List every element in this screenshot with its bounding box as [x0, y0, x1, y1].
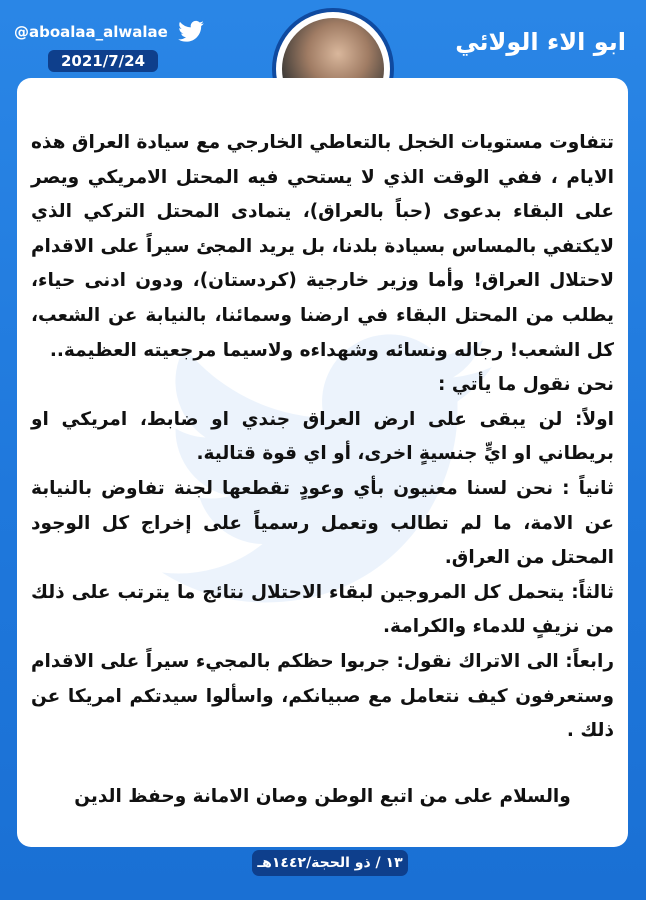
- paragraph-fourth: رابعاً: الى الاتراك نقول: جربوا حظكم بالمجيء سيراً على الاقدام وستعرفون كيف نتعامل مع صبيانكم، واسألوا سيدتكم امريكا عن ذلك .: [31, 650, 614, 742]
- paragraph-third: ثالثاً: يتحمل كل المروجين لبقاء الاحتلال نتائج ما يترتب على ذلك من نزيفٍ للدماء والكرامة.: [31, 581, 614, 638]
- paragraph-second: ثانياً : نحن لسنا معنيون بأي وعودٍ تقطعها لجنة تفاوض بالنيابة عن الامة، ما لم تطالب وتعمل رسمياً على إخراج كل الوجود المحتل من العراق.: [31, 477, 614, 569]
- signature: والسلام على من اتبع الوطن وصان الامانة وحفظ الدين: [74, 786, 571, 807]
- post-card: [17, 78, 628, 847]
- paragraph-intro: تتفاوت مستويات الخجل بالتعاطي الخارجي مع سيادة العراق هذه الايام ، ففي الوقت الذي لا يستحي فيه المحتل الامريكي ويصر على البقاء بدعوى (حباً بالعراق)، يتمادى المحتل التركي الذي لايكتفي بالمساس بسيادة بلدنا، بل يريد المجئ سيراً على الاقدام لاحتلال العراق! وأما وزير خارجية (كردستان)، ودون ادنى حياء، يطلب من المحتل البقاء في ارضنا وسمائنا، بالنيابة عن الشعب، كل الشعب! رجاله ونسائه وشهداءه ولاسيما مرجعيته العظيمة..: [31, 132, 614, 361]
- author-name[interactable]: ابو الاء الولائي: [455, 28, 626, 56]
- paragraph-first: اولاً: لن يبقى على ارض العراق جندي او ضابط، امريكي او بريطاني او ايٍّ جنسيةٍ اخرى، أو اي قوة قتالية.: [31, 408, 614, 465]
- author-handle-block: [14, 18, 234, 46]
- post-body: [31, 126, 614, 749]
- twitter-bird-icon: [174, 18, 208, 46]
- post-date: 2021/7/24: [48, 50, 158, 72]
- hijri-date: ١٣ / ذو الحجة/١٤٤٢هـ: [252, 850, 408, 876]
- paragraph-statement: نحن نقول ما يأتي :: [438, 374, 614, 396]
- author-handle[interactable]: @aboalaa_alwalae: [14, 23, 168, 41]
